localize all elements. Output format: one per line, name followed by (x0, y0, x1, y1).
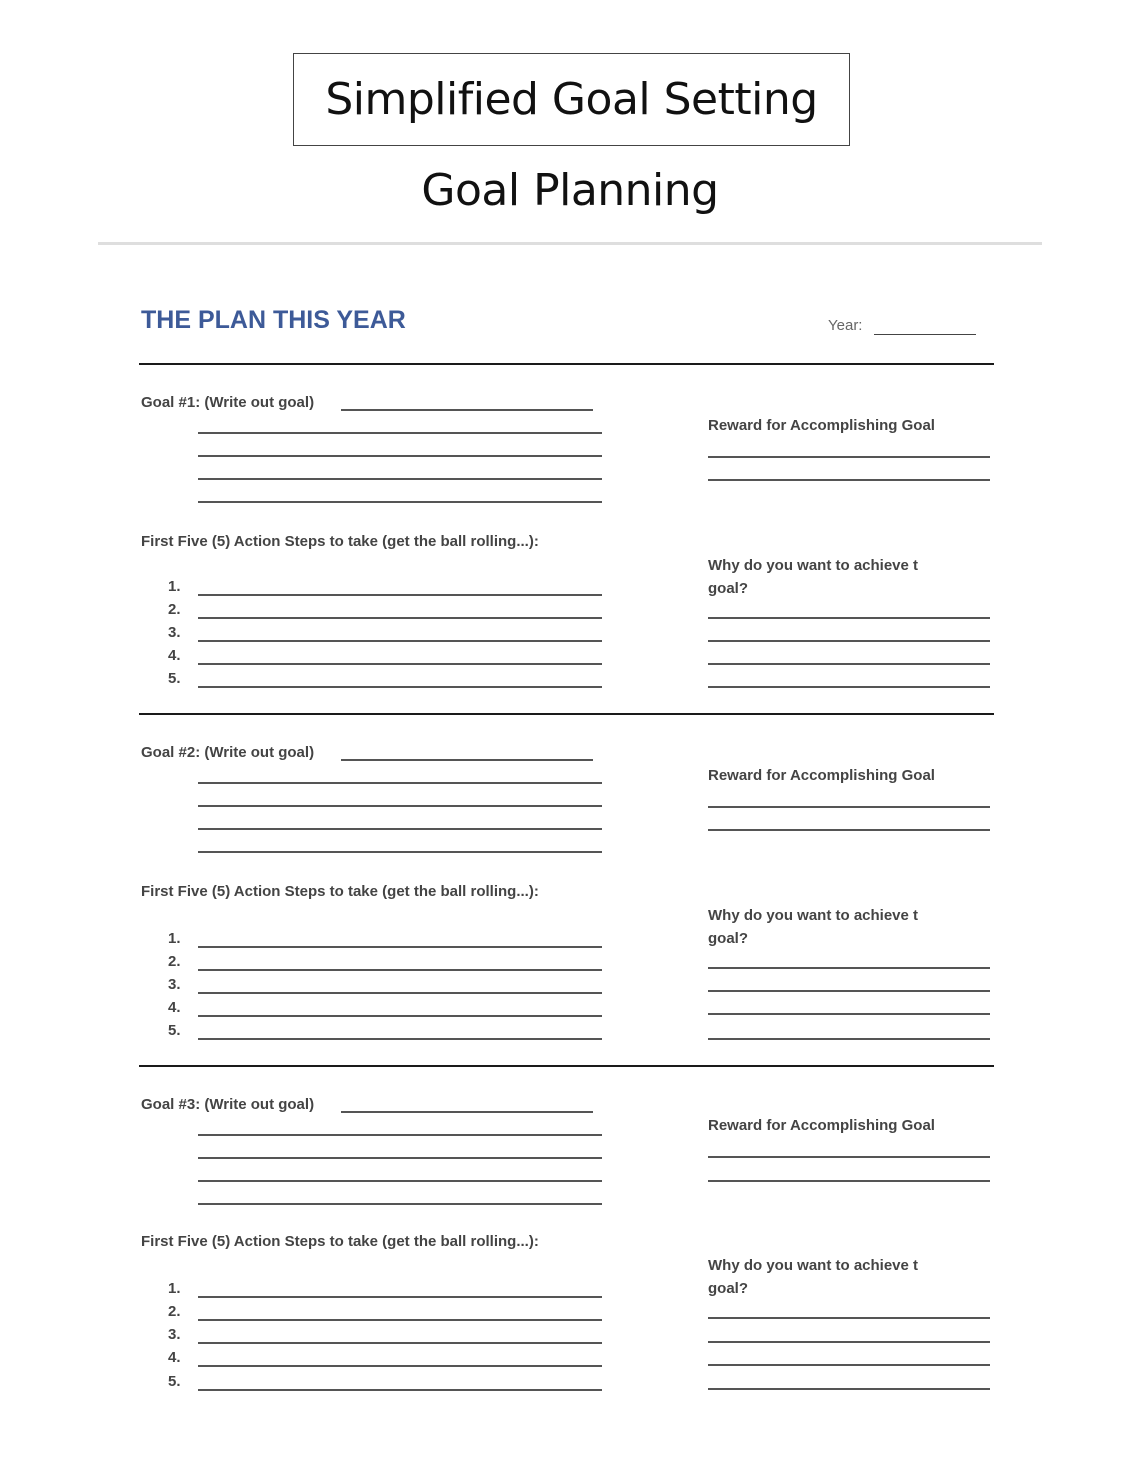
year-label: Year: (828, 317, 863, 334)
goal-write-line[interactable] (198, 851, 602, 853)
action-step-line[interactable] (198, 1319, 602, 1321)
document-title: Simplified Goal Setting (293, 53, 850, 146)
action-step-line[interactable] (198, 686, 602, 688)
why-write-line[interactable] (708, 686, 990, 688)
goal-write-line[interactable] (198, 1203, 602, 1205)
reward-label: Reward for Accomplishing Goal (708, 417, 935, 434)
goal-write-line[interactable] (198, 782, 602, 784)
action-step-line[interactable] (198, 992, 602, 994)
step-number: 1. (168, 1280, 181, 1297)
action-step-line[interactable] (198, 1389, 602, 1391)
step-number: 2. (168, 953, 181, 970)
step-number: 4. (168, 647, 181, 664)
action-step-line[interactable] (198, 1015, 602, 1017)
goal-write-line[interactable] (198, 501, 602, 503)
action-step-line[interactable] (198, 594, 602, 596)
step-number: 3. (168, 976, 181, 993)
action-steps-label: First Five (5) Action Steps to take (get the ball rolling...): (141, 1233, 539, 1250)
action-step-line[interactable] (198, 1038, 602, 1040)
section-divider (139, 1065, 994, 1067)
section-divider (139, 713, 994, 715)
why-write-line[interactable] (708, 617, 990, 619)
step-number: 5. (168, 670, 181, 687)
why-write-line[interactable] (708, 1013, 990, 1015)
why-write-line[interactable] (708, 640, 990, 642)
goal-write-line[interactable] (198, 478, 602, 480)
goal-label: Goal #1: (Write out goal) (141, 394, 315, 411)
reward-write-line[interactable] (708, 806, 990, 808)
goal-write-line[interactable] (198, 1134, 602, 1136)
step-number: 3. (168, 624, 181, 641)
step-number: 5. (168, 1022, 181, 1039)
goal-write-line[interactable] (341, 1111, 593, 1113)
step-number: 5. (168, 1373, 181, 1390)
section-divider (139, 363, 994, 365)
why-write-line[interactable] (708, 1388, 990, 1390)
why-write-line[interactable] (708, 990, 990, 992)
reward-write-line[interactable] (708, 829, 990, 831)
why-label: Why do you want to achieve t goal? (708, 557, 919, 597)
step-number: 4. (168, 999, 181, 1016)
step-number: 4. (168, 1349, 181, 1366)
action-step-line[interactable] (198, 1365, 602, 1367)
why-write-line[interactable] (708, 1038, 990, 1040)
document-subtitle: Goal Planning (421, 165, 719, 216)
why-write-line[interactable] (708, 1317, 990, 1319)
action-steps-label: First Five (5) Action Steps to take (get the ball rolling...): (141, 533, 539, 550)
goal-write-line[interactable] (341, 759, 593, 761)
goal-write-line[interactable] (341, 409, 593, 411)
goal-write-line[interactable] (198, 455, 602, 457)
action-step-line[interactable] (198, 1342, 602, 1344)
step-number: 1. (168, 930, 181, 947)
action-step-line[interactable] (198, 1296, 602, 1298)
step-number: 2. (168, 601, 181, 618)
reward-write-line[interactable] (708, 1180, 990, 1182)
goal-write-line[interactable] (198, 828, 602, 830)
goal-label: Goal #2: (Write out goal) (141, 744, 315, 761)
goal-write-line[interactable] (198, 1157, 602, 1159)
reward-write-line[interactable] (708, 479, 990, 481)
action-step-line[interactable] (198, 617, 602, 619)
action-step-line[interactable] (198, 969, 602, 971)
action-step-line[interactable] (198, 640, 602, 642)
action-step-line[interactable] (198, 946, 602, 948)
reward-label: Reward for Accomplishing Goal (708, 1117, 935, 1134)
step-number: 2. (168, 1303, 181, 1320)
action-steps-label: First Five (5) Action Steps to take (get the ball rolling...): (141, 883, 539, 900)
goal-label: Goal #3: (Write out goal) (141, 1096, 315, 1113)
step-number: 3. (168, 1326, 181, 1343)
reward-label: Reward for Accomplishing Goal (708, 767, 935, 784)
step-number: 1. (168, 578, 181, 595)
goal-write-line[interactable] (198, 432, 602, 434)
reward-write-line[interactable] (708, 456, 990, 458)
plan-title: THE PLAN THIS YEAR (141, 306, 406, 334)
action-step-line[interactable] (198, 663, 602, 665)
why-write-line[interactable] (708, 1341, 990, 1343)
why-label: Why do you want to achieve t goal? (708, 907, 919, 947)
why-write-line[interactable] (708, 1364, 990, 1366)
why-label: Why do you want to achieve t goal? (708, 1257, 919, 1297)
reward-write-line[interactable] (708, 1156, 990, 1158)
why-write-line[interactable] (708, 663, 990, 665)
goal-write-line[interactable] (198, 1180, 602, 1182)
why-write-line[interactable] (708, 967, 990, 969)
goal-write-line[interactable] (198, 805, 602, 807)
